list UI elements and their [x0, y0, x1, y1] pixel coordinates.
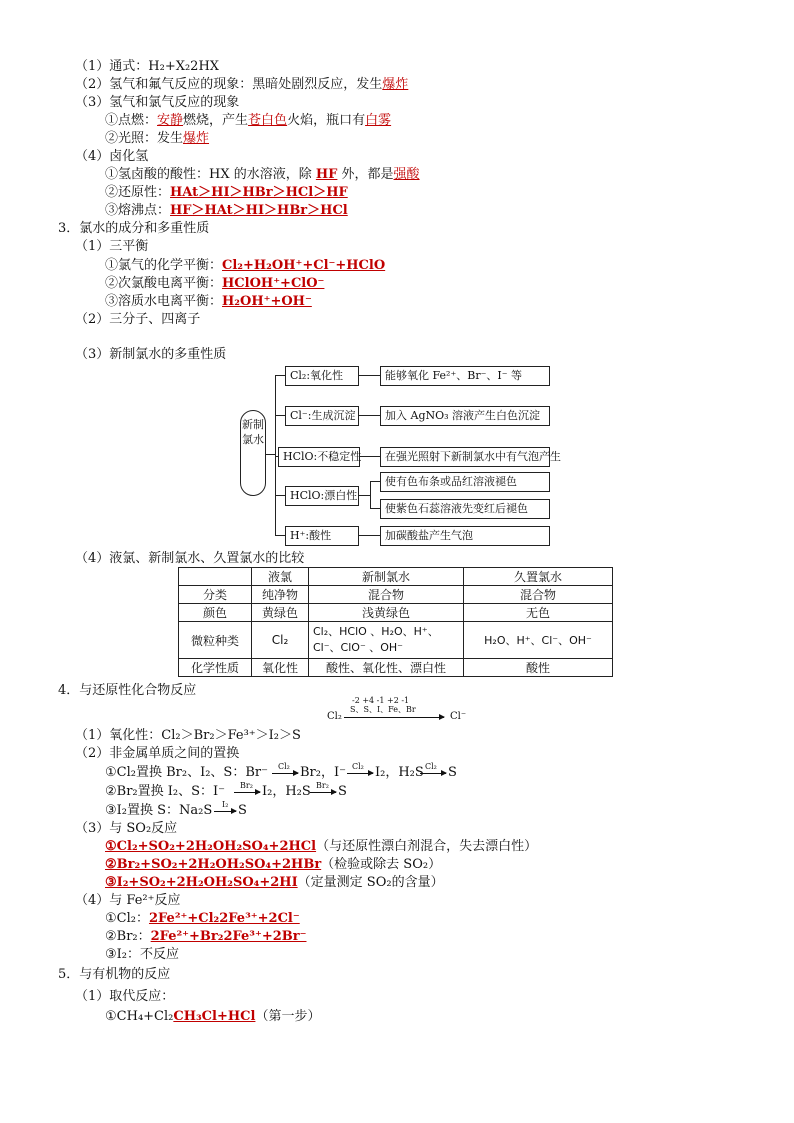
text: ①Cl₂置换 Br₂、I₂、S：Br⁻ — [105, 765, 268, 780]
line-i2-displace: ③I₂置换 S：Na₂S — [105, 803, 213, 818]
section-3-title: 3．氯水的成分和多重性质 — [58, 221, 210, 236]
line-br2-displace: ②Br₂置换 I₂、S：I⁻ — [105, 784, 226, 799]
arrow-icon — [234, 792, 260, 793]
diagram-root: 新制氯水 — [240, 410, 266, 496]
line-reducibility — [105, 184, 348, 201]
answer: ③I₂+SO₂+2H₂OH₂SO₄+2HI — [105, 875, 298, 890]
answer: ①Cl₂+SO₂+2H₂OH₂SO₄+2HCl — [105, 839, 317, 854]
node-carbonate: 加碳酸盐产生气泡 — [380, 526, 550, 546]
line-ch4 — [105, 1008, 320, 1025]
answer: 爆炸 — [183, 131, 210, 146]
node-cl-precipitate: Cl⁻:生成沉淀 — [285, 406, 359, 426]
chain-right: Cl⁻ — [450, 711, 467, 722]
line-oxidizing-order: （1）氧化性：Cl₂＞Br₂＞Fe³⁺＞I₂＞S — [75, 728, 301, 743]
cell: 酸性、氧化性、漂白性 — [309, 659, 464, 677]
text: 火焰，瓶口有 — [287, 113, 366, 128]
answer: HF — [315, 167, 338, 182]
cell: Cl₂ — [252, 622, 309, 659]
line-h2-f2 — [75, 76, 408, 93]
node-light-bubbles: 在强光照射下新制氯水中有气泡产生 — [380, 447, 550, 467]
connector — [358, 375, 380, 376]
answer: HClOH⁺+ClO⁻ — [222, 276, 325, 291]
answer: H₂OH⁺+OH⁻ — [222, 294, 312, 309]
connector — [266, 454, 275, 455]
product: S — [338, 784, 347, 799]
connector — [358, 535, 380, 536]
answer: ②Br₂+SO₂+2H₂OH₂SO₄+2HBr — [105, 857, 322, 872]
cell: Cl₂、HClO 、H₂O、H⁺、Cl⁻、ClO⁻ 、OH⁻ — [309, 622, 464, 659]
note: （与还原性漂白剂混合，失去漂白性） — [316, 839, 538, 854]
cell: 微粒种类 — [179, 622, 252, 659]
line-ignite — [105, 112, 391, 129]
cell: 颜色 — [179, 604, 252, 622]
cell: 新制氯水 — [309, 568, 464, 586]
chain-ox-states: -2 +4 -1 +2 -1 — [352, 696, 410, 705]
connector — [358, 495, 370, 496]
text: ①CH₄+Cl₂ — [105, 1009, 174, 1024]
node-litmus: 使紫色石蕊溶液先变红后褪色 — [380, 499, 550, 519]
line-so2-cl2 — [105, 838, 537, 855]
connector — [275, 375, 285, 376]
connector — [370, 481, 371, 508]
arrow-label: Cl₂ — [425, 762, 437, 771]
line-eq-hclo — [105, 275, 324, 292]
connector — [275, 415, 285, 416]
answer: 2Fe²⁺+Cl₂2Fe³⁺+2Cl⁻ — [148, 911, 300, 926]
cell: 酸性 — [464, 659, 613, 677]
arrow-icon — [214, 811, 236, 812]
text: ②光照：发生 — [105, 131, 184, 146]
product: S — [238, 803, 247, 818]
cell: 氧化性 — [252, 659, 309, 677]
answer: 2Fe²⁺+Br₂2Fe³⁺+2Br⁻ — [150, 929, 307, 944]
cell: 久置氯水 — [464, 568, 613, 586]
connector — [275, 495, 285, 496]
product: Br₂，I⁻ — [300, 765, 346, 780]
answer: 苍白色 — [248, 113, 288, 128]
node-h-acidic: H⁺:酸性 — [285, 526, 359, 546]
line-eq-cl2 — [105, 257, 385, 274]
line-cl2-displace — [105, 764, 268, 781]
line-new-chlorine-water: （3）新制氯水的多重性质 — [75, 347, 227, 362]
answer: CH₃Cl+HCl — [173, 1009, 256, 1024]
text: ③溶质水电离平衡： — [105, 294, 223, 309]
cell: 黄绿色 — [252, 604, 309, 622]
cell: 分类 — [179, 586, 252, 604]
cell: 液氯 — [252, 568, 309, 586]
line-fe2-br2 — [105, 928, 306, 945]
product: S — [448, 765, 457, 780]
line-three-equilibria: （1）三平衡 — [75, 239, 149, 254]
line-substitution: （1）取代反应： — [75, 989, 175, 1004]
chain-species: S、S、I、Fe、Br — [350, 705, 416, 714]
arrow-label: Cl₂ — [352, 762, 364, 771]
answer: 爆炸 — [382, 77, 409, 92]
cell: 化学性质 — [179, 659, 252, 677]
arrow-label: I₂ — [222, 800, 229, 809]
text: ①氯气的化学平衡： — [105, 258, 223, 273]
comparison-table — [178, 567, 613, 677]
node-fade-cloth: 使有色布条或品红溶液褪色 — [380, 472, 550, 492]
line-light — [105, 130, 209, 147]
cell: 纯净物 — [252, 586, 309, 604]
cell: 混合物 — [464, 586, 613, 604]
line-hydrogen-halide: （4）卤化氢 — [75, 149, 149, 164]
section-5-title: 5．与有机物的反应 — [58, 967, 171, 982]
table-row — [179, 568, 613, 586]
cell: H₂O、H⁺、Cl⁻、OH⁻ — [464, 622, 613, 659]
answer: 强酸 — [393, 167, 420, 182]
note: （定量测定 SO₂的含量） — [297, 875, 444, 890]
node-hclo-bleach: HClO:漂白性 — [285, 486, 359, 506]
line-fe2-i2: ③I₂：不反应 — [105, 947, 180, 962]
cell: 浅黄绿色 — [309, 604, 464, 622]
arrow-label: Br₂ — [240, 781, 253, 790]
chain-left: Cl₂ — [327, 711, 342, 722]
cell — [179, 568, 252, 586]
line-comparison: （4）液氯、新制氯水、久置氯水的比较 — [75, 551, 305, 566]
text: ①氢卤酸的酸性：HX 的水溶液，除 — [105, 167, 312, 182]
text: ②还原性： — [105, 185, 171, 200]
node-oxidize-ions: 能够氧化 Fe²⁺、Br⁻、I⁻ 等 — [380, 366, 550, 386]
text: 外，都是 — [341, 167, 394, 182]
note: （检验或除去 SO₂） — [321, 857, 442, 872]
arrow-label: Br₂ — [316, 781, 329, 790]
line-eq-water — [105, 293, 312, 310]
product: I₂，H₂S — [375, 765, 424, 780]
line-fe2: （4）与 Fe²⁺反应 — [75, 893, 181, 908]
product: I₂，H₂S — [262, 784, 311, 799]
connector — [359, 456, 380, 457]
text: ②Br₂： — [105, 929, 151, 944]
line-so2-br2 — [105, 856, 441, 873]
chain-arrow-icon — [344, 717, 444, 718]
answer: 白雾 — [365, 113, 392, 128]
answer: HF＞HAt＞HI＞HBr＞HCl — [170, 203, 348, 218]
node-cl2-oxidizing: Cl₂:氧化性 — [285, 366, 359, 386]
table-row — [179, 604, 613, 622]
node-hclo-unstable: HClO:不稳定性 — [278, 447, 360, 467]
answer: 安静 — [157, 113, 184, 128]
text: ②次氯酸电离平衡： — [105, 276, 223, 291]
text: （2）氢气和氟气反应的现象：黑暗处剧烈反应，发生 — [75, 77, 383, 92]
connector — [275, 535, 285, 536]
text: ③熔沸点： — [105, 203, 171, 218]
line-displacement: （2）非金属单质之间的置换 — [75, 746, 240, 761]
note: （第一步） — [255, 1009, 321, 1024]
connector — [358, 415, 380, 416]
line-so2: （3）与 SO₂反应 — [75, 821, 178, 836]
text: ①Cl₂： — [105, 911, 149, 926]
arrow-icon — [310, 792, 336, 793]
table-row — [179, 586, 613, 604]
line-acidity — [105, 166, 420, 183]
cell: 混合物 — [309, 586, 464, 604]
answer: Cl₂+H₂OH⁺+Cl⁻+HClO — [222, 258, 386, 273]
line-general-formula: （1）通式：H₂+X₂2HX — [75, 59, 220, 74]
table-row — [179, 622, 613, 659]
line-molecules-ions: （2）三分子、四离子 — [75, 312, 201, 327]
line-fe2-cl2 — [105, 910, 300, 927]
text: 燃烧，产生 — [183, 113, 249, 128]
node-agno3: 加入 AgNO₃ 溶液产生白色沉淀 — [380, 406, 550, 426]
connector — [275, 375, 276, 535]
arrow-icon — [272, 773, 298, 774]
cell: 无色 — [464, 604, 613, 622]
connector — [370, 508, 380, 509]
table-row — [179, 659, 613, 677]
arrow-icon — [347, 773, 373, 774]
answer: HAt＞HI＞HBr＞HCl＞HF — [170, 185, 348, 200]
line-h2-cl2: （3）氢气和氯气反应的现象 — [75, 95, 240, 110]
arrow-label: Cl₂ — [278, 762, 290, 771]
line-so2-i2 — [105, 874, 444, 891]
arrow-icon — [420, 773, 446, 774]
text: ①点燃： — [105, 113, 158, 128]
connector — [370, 481, 380, 482]
line-boiling-point — [105, 202, 348, 219]
section-4-title: 4．与还原性化合物反应 — [58, 683, 197, 698]
